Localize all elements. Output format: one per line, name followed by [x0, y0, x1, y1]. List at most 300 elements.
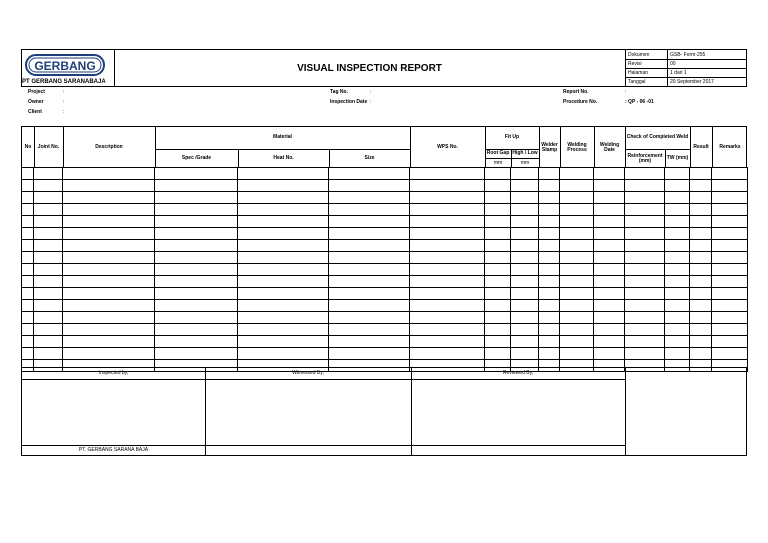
table-cell[interactable]	[485, 312, 511, 324]
table-cell[interactable]	[511, 252, 539, 264]
table-cell[interactable]	[22, 252, 34, 264]
table-cell[interactable]	[22, 240, 34, 252]
table-cell[interactable]	[560, 168, 594, 180]
table-cell[interactable]	[410, 252, 485, 264]
table-cell[interactable]	[63, 168, 155, 180]
table-cell[interactable]	[329, 300, 410, 312]
rev-label: Revisi	[628, 61, 642, 67]
table-cell[interactable]	[625, 204, 665, 216]
col-joint-no: Joint No.	[37, 144, 60, 151]
table-cell[interactable]	[485, 276, 511, 288]
table-cell[interactable]	[485, 324, 511, 336]
table-cell[interactable]	[511, 264, 539, 276]
table-cell[interactable]	[329, 324, 410, 336]
table-cell[interactable]	[34, 252, 63, 264]
table-cell[interactable]	[485, 192, 511, 204]
table-cell[interactable]	[329, 204, 410, 216]
table-cell[interactable]	[712, 288, 748, 300]
table-cell[interactable]	[485, 228, 511, 240]
table-cell[interactable]	[712, 324, 748, 336]
witnessed-by-label: Witnessed By,	[292, 369, 324, 376]
table-cell[interactable]	[594, 264, 625, 276]
table-cell[interactable]	[63, 192, 155, 204]
table-cell[interactable]	[329, 216, 410, 228]
table-cell[interactable]	[539, 348, 560, 360]
table-cell[interactable]	[63, 300, 155, 312]
table-cell[interactable]	[155, 264, 238, 276]
table-cell[interactable]	[539, 300, 560, 312]
table-cell[interactable]	[238, 276, 329, 288]
table-cell[interactable]	[665, 288, 690, 300]
table-cell[interactable]	[329, 228, 410, 240]
table-cell[interactable]	[410, 276, 485, 288]
col-fit-up: Fit Up	[504, 134, 520, 141]
table-cell[interactable]	[690, 240, 712, 252]
table-cell[interactable]	[238, 216, 329, 228]
table-cell[interactable]	[511, 192, 539, 204]
table-row	[22, 168, 748, 180]
table-cell[interactable]	[238, 240, 329, 252]
table-cell[interactable]	[63, 228, 155, 240]
table-cell[interactable]	[238, 288, 329, 300]
table-cell[interactable]	[560, 228, 594, 240]
table-cell[interactable]	[625, 264, 665, 276]
table-cell[interactable]	[511, 168, 539, 180]
col-root-gap: Root Gap	[486, 149, 510, 156]
table-cell[interactable]	[560, 180, 594, 192]
table-cell[interactable]	[22, 264, 34, 276]
tag-no-colon: :	[370, 89, 372, 95]
table-cell[interactable]	[410, 204, 485, 216]
table-cell[interactable]	[625, 336, 665, 348]
table-cell[interactable]	[410, 192, 485, 204]
table-cell[interactable]	[665, 324, 690, 336]
table-cell[interactable]	[329, 336, 410, 348]
table-cell[interactable]	[22, 204, 34, 216]
table-cell[interactable]	[594, 324, 625, 336]
table-cell[interactable]	[539, 168, 560, 180]
table-cell[interactable]	[34, 324, 63, 336]
signature-blank-cell	[625, 367, 747, 456]
table-cell[interactable]	[625, 288, 665, 300]
table-cell[interactable]	[155, 240, 238, 252]
project-label: Project	[28, 89, 45, 95]
table-cell[interactable]	[34, 348, 63, 360]
table-cell[interactable]	[155, 324, 238, 336]
table-cell[interactable]	[625, 300, 665, 312]
table-cell[interactable]	[485, 288, 511, 300]
table-cell[interactable]	[155, 300, 238, 312]
table-cell[interactable]	[539, 276, 560, 288]
table-cell[interactable]	[34, 336, 63, 348]
table-cell[interactable]	[329, 168, 410, 180]
table-cell[interactable]	[155, 348, 238, 360]
table-cell[interactable]	[690, 216, 712, 228]
table-cell[interactable]	[625, 252, 665, 264]
table-cell[interactable]	[511, 204, 539, 216]
table-cell[interactable]	[410, 324, 485, 336]
col-welding-date: Welding Date	[599, 141, 620, 153]
table-cell[interactable]	[690, 180, 712, 192]
table-cell[interactable]	[560, 240, 594, 252]
table-cell[interactable]	[712, 192, 748, 204]
table-cell[interactable]	[560, 276, 594, 288]
table-cell[interactable]	[712, 168, 748, 180]
table-cell[interactable]	[625, 216, 665, 228]
table-cell[interactable]	[511, 276, 539, 288]
table-cell[interactable]	[539, 264, 560, 276]
signature-block	[21, 367, 626, 456]
table-cell[interactable]	[539, 228, 560, 240]
table-cell[interactable]	[34, 216, 63, 228]
table-cell[interactable]	[539, 240, 560, 252]
table-cell[interactable]	[594, 228, 625, 240]
table-cell[interactable]	[560, 192, 594, 204]
table-cell[interactable]	[594, 276, 625, 288]
table-cell[interactable]	[690, 288, 712, 300]
table-cell[interactable]	[22, 168, 34, 180]
table-cell[interactable]	[712, 228, 748, 240]
table-cell[interactable]	[63, 276, 155, 288]
table-cell[interactable]	[238, 264, 329, 276]
table-cell[interactable]	[560, 204, 594, 216]
table-cell[interactable]	[410, 240, 485, 252]
table-cell[interactable]	[329, 348, 410, 360]
inspection-date-label: Inspection Date	[330, 99, 368, 105]
table-cell[interactable]	[485, 348, 511, 360]
table-cell[interactable]	[712, 336, 748, 348]
client-label: Client	[28, 109, 42, 115]
table-cell[interactable]	[665, 276, 690, 288]
table-cell[interactable]	[329, 252, 410, 264]
table-cell[interactable]	[539, 312, 560, 324]
table-cell[interactable]	[511, 336, 539, 348]
table-cell[interactable]	[155, 276, 238, 288]
table-cell[interactable]	[625, 180, 665, 192]
table-cell[interactable]	[539, 288, 560, 300]
table-cell[interactable]	[690, 192, 712, 204]
table-cell[interactable]	[690, 168, 712, 180]
table-cell[interactable]	[712, 216, 748, 228]
table-cell[interactable]	[485, 252, 511, 264]
table-cell[interactable]	[238, 312, 329, 324]
table-cell[interactable]	[625, 240, 665, 252]
table-cell[interactable]	[690, 264, 712, 276]
table-cell[interactable]	[511, 288, 539, 300]
table-cell[interactable]	[238, 324, 329, 336]
table-cell[interactable]	[690, 336, 712, 348]
table-cell[interactable]	[329, 240, 410, 252]
table-cell[interactable]	[539, 336, 560, 348]
table-row	[22, 240, 748, 252]
table-cell[interactable]	[690, 300, 712, 312]
company-logo	[25, 53, 105, 77]
table-cell[interactable]	[625, 168, 665, 180]
table-cell[interactable]	[410, 336, 485, 348]
table-cell[interactable]	[63, 216, 155, 228]
table-cell[interactable]	[22, 276, 34, 288]
table-cell[interactable]	[155, 216, 238, 228]
table-cell[interactable]	[539, 204, 560, 216]
table-cell[interactable]	[511, 180, 539, 192]
table-cell[interactable]	[539, 180, 560, 192]
table-cell[interactable]	[665, 204, 690, 216]
table-cell[interactable]	[22, 348, 34, 360]
table-cell[interactable]	[665, 348, 690, 360]
table-cell[interactable]	[410, 216, 485, 228]
table-cell[interactable]	[238, 168, 329, 180]
table-cell[interactable]	[63, 252, 155, 264]
table-cell[interactable]	[594, 288, 625, 300]
table-cell[interactable]	[22, 180, 34, 192]
root-gap-unit: mm	[493, 159, 503, 166]
col-reinforcement: Reinforcement (mm)	[627, 152, 663, 164]
document-header	[21, 49, 747, 87]
table-cell[interactable]	[665, 312, 690, 324]
inspector-company: PT. GERBANG SARANA BAJA	[78, 446, 149, 453]
table-cell[interactable]	[665, 168, 690, 180]
table-cell[interactable]	[712, 300, 748, 312]
table-cell[interactable]	[712, 312, 748, 324]
table-cell[interactable]	[155, 192, 238, 204]
inspected-by-label: Inspected by,	[98, 369, 129, 376]
table-cell[interactable]	[625, 276, 665, 288]
table-cell[interactable]	[594, 336, 625, 348]
table-cell[interactable]	[34, 180, 63, 192]
table-cell[interactable]	[34, 240, 63, 252]
table-cell[interactable]	[238, 252, 329, 264]
table-cell[interactable]	[594, 348, 625, 360]
table-cell[interactable]	[560, 252, 594, 264]
table-cell[interactable]	[155, 204, 238, 216]
table-cell[interactable]	[560, 324, 594, 336]
company-name: PT GERBANG SARANABAJA	[22, 79, 106, 85]
table-cell[interactable]	[410, 264, 485, 276]
table-cell[interactable]	[34, 288, 63, 300]
table-cell[interactable]	[594, 216, 625, 228]
table-cell[interactable]	[594, 192, 625, 204]
table-row	[22, 300, 748, 312]
col-remarks: Remarks	[719, 144, 741, 151]
table-cell[interactable]	[511, 240, 539, 252]
table-cell[interactable]	[238, 336, 329, 348]
table-cell[interactable]	[539, 192, 560, 204]
col-check-weld: Check of Completed Weld	[626, 134, 689, 141]
table-cell[interactable]	[485, 204, 511, 216]
table-cell[interactable]	[34, 168, 63, 180]
table-cell[interactable]	[238, 180, 329, 192]
table-cell[interactable]	[712, 240, 748, 252]
table-cell[interactable]	[560, 288, 594, 300]
table-cell[interactable]	[63, 336, 155, 348]
table-cell[interactable]	[712, 264, 748, 276]
table-cell[interactable]	[485, 180, 511, 192]
table-cell[interactable]	[410, 300, 485, 312]
col-tw: TW (mm)	[666, 155, 689, 162]
table-cell[interactable]	[560, 312, 594, 324]
table-cell[interactable]	[410, 228, 485, 240]
table-cell[interactable]	[560, 264, 594, 276]
owner-label: Owner	[28, 99, 44, 105]
table-cell[interactable]	[712, 348, 748, 360]
owner-colon: :	[63, 99, 65, 105]
table-cell[interactable]	[625, 312, 665, 324]
report-title: VISUAL INSPECTION REPORT	[297, 63, 442, 74]
table-cell[interactable]	[560, 336, 594, 348]
table-cell[interactable]	[34, 204, 63, 216]
table-cell[interactable]	[594, 252, 625, 264]
table-cell[interactable]	[594, 312, 625, 324]
table-cell[interactable]	[410, 288, 485, 300]
table-cell[interactable]	[155, 252, 238, 264]
table-cell[interactable]	[63, 240, 155, 252]
table-cell[interactable]	[22, 324, 34, 336]
table-row	[22, 348, 748, 360]
table-cell[interactable]	[511, 300, 539, 312]
table-cell[interactable]	[539, 324, 560, 336]
table-cell[interactable]	[410, 348, 485, 360]
table-cell[interactable]	[665, 252, 690, 264]
table-cell[interactable]	[34, 312, 63, 324]
table-cell[interactable]	[712, 204, 748, 216]
table-cell[interactable]	[238, 204, 329, 216]
table-cell[interactable]	[625, 192, 665, 204]
table-cell[interactable]	[34, 264, 63, 276]
table-cell[interactable]	[485, 300, 511, 312]
table-cell[interactable]	[665, 300, 690, 312]
table-cell[interactable]	[560, 348, 594, 360]
table-cell[interactable]	[511, 348, 539, 360]
table-cell[interactable]	[712, 276, 748, 288]
table-cell[interactable]	[22, 312, 34, 324]
table-cell[interactable]	[539, 216, 560, 228]
table-cell[interactable]	[22, 336, 34, 348]
table-cell[interactable]	[329, 180, 410, 192]
table-cell[interactable]	[690, 228, 712, 240]
table-cell[interactable]	[594, 204, 625, 216]
table-cell[interactable]	[238, 228, 329, 240]
table-cell[interactable]	[155, 312, 238, 324]
logo-text: GERBANG	[34, 59, 96, 73]
table-cell[interactable]	[22, 228, 34, 240]
table-cell[interactable]	[485, 336, 511, 348]
table-cell[interactable]	[511, 312, 539, 324]
doc-label: Dokumen	[628, 52, 650, 58]
table-cell[interactable]	[665, 180, 690, 192]
table-row	[22, 336, 748, 348]
table-cell[interactable]	[665, 336, 690, 348]
table-cell[interactable]	[63, 324, 155, 336]
table-cell[interactable]	[22, 216, 34, 228]
table-cell[interactable]	[485, 240, 511, 252]
high-low-unit: mm	[520, 159, 530, 166]
col-no: No	[24, 144, 32, 151]
table-cell[interactable]	[594, 240, 625, 252]
doc-value: GSB- Form-255	[670, 52, 706, 58]
table-cell[interactable]	[485, 216, 511, 228]
table-cell[interactable]	[665, 264, 690, 276]
table-cell[interactable]	[539, 252, 560, 264]
table-cell[interactable]	[34, 192, 63, 204]
table-cell[interactable]	[155, 336, 238, 348]
table-cell[interactable]	[155, 180, 238, 192]
table-cell[interactable]	[485, 264, 511, 276]
table-cell[interactable]	[511, 324, 539, 336]
table-cell[interactable]	[63, 348, 155, 360]
table-cell[interactable]	[625, 324, 665, 336]
table-cell[interactable]	[63, 180, 155, 192]
inspection-table-body	[21, 167, 748, 372]
table-cell[interactable]	[410, 168, 485, 180]
table-cell[interactable]	[665, 228, 690, 240]
table-cell[interactable]	[329, 264, 410, 276]
table-cell[interactable]	[690, 312, 712, 324]
table-cell[interactable]	[690, 276, 712, 288]
table-cell[interactable]	[665, 216, 690, 228]
table-cell[interactable]	[511, 228, 539, 240]
table-cell[interactable]	[155, 288, 238, 300]
table-cell[interactable]	[665, 240, 690, 252]
table-cell[interactable]	[690, 252, 712, 264]
table-cell[interactable]	[34, 228, 63, 240]
table-cell[interactable]	[22, 192, 34, 204]
table-cell[interactable]	[594, 168, 625, 180]
table-cell[interactable]	[625, 348, 665, 360]
table-cell[interactable]	[485, 168, 511, 180]
table-cell[interactable]	[712, 252, 748, 264]
table-cell[interactable]	[560, 300, 594, 312]
table-cell[interactable]	[410, 180, 485, 192]
page-label: Halaman	[628, 70, 649, 76]
table-cell[interactable]	[329, 192, 410, 204]
table-cell[interactable]	[63, 288, 155, 300]
table-cell[interactable]	[690, 324, 712, 336]
client-colon: :	[63, 109, 65, 115]
table-cell[interactable]	[511, 216, 539, 228]
table-cell[interactable]	[22, 288, 34, 300]
table-cell[interactable]	[329, 276, 410, 288]
table-cell[interactable]	[329, 312, 410, 324]
table-cell[interactable]	[63, 312, 155, 324]
table-cell[interactable]	[594, 300, 625, 312]
table-cell[interactable]	[665, 192, 690, 204]
table-row	[22, 216, 748, 228]
table-cell[interactable]	[329, 288, 410, 300]
table-cell[interactable]	[560, 216, 594, 228]
table-cell[interactable]	[63, 204, 155, 216]
table-cell[interactable]	[594, 180, 625, 192]
table-cell[interactable]	[34, 276, 63, 288]
table-cell[interactable]	[238, 348, 329, 360]
table-cell[interactable]	[155, 228, 238, 240]
table-cell[interactable]	[34, 300, 63, 312]
date-label: Tanggal	[628, 79, 646, 85]
table-row	[22, 288, 748, 300]
table-cell[interactable]	[690, 348, 712, 360]
table-cell[interactable]	[22, 300, 34, 312]
table-cell[interactable]	[410, 312, 485, 324]
col-description: Description	[95, 144, 123, 151]
table-cell[interactable]	[712, 180, 748, 192]
table-cell[interactable]	[690, 204, 712, 216]
table-row	[22, 228, 748, 240]
table-cell[interactable]	[238, 300, 329, 312]
table-cell[interactable]	[625, 228, 665, 240]
table-cell[interactable]	[155, 168, 238, 180]
table-cell[interactable]	[63, 264, 155, 276]
table-cell[interactable]	[238, 192, 329, 204]
page-value: 1 dari 1	[670, 70, 687, 76]
